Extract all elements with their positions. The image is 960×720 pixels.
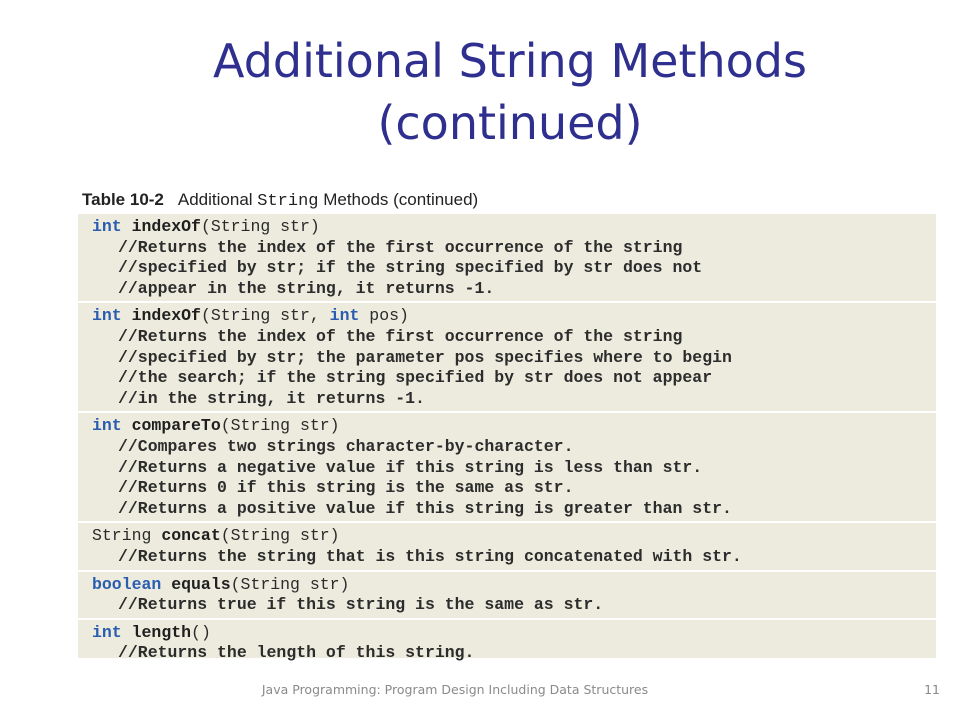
method-name: length [131,622,192,642]
method-name: concat [161,526,221,546]
method-comment-line: //Returns the index of the first occurrence of the string [118,326,683,346]
method-row-length [78,620,936,666]
method-row-concat [78,523,936,571]
param-type-keyword: int [329,306,360,326]
method-comment-line: //the search; if the string specified by str does not appear [118,368,713,388]
method-comment-line: //Compares two strings character-by-character. [118,436,574,456]
method-comment-line: //Returns the string that is this string concatenated with str. [118,546,742,566]
return-type: String [92,526,152,546]
method-comment-line: //specified by str; the parameter pos specifies where to begin [118,347,732,367]
method-row-compareto [78,413,936,523]
method-params: (String str) [200,217,320,236]
table-caption-label: Table 10-2 [82,190,164,209]
method-signature [92,623,936,644]
method-comment-line: //Returns a negative value if this string is less than str. [118,457,703,477]
method-name: compareTo [131,416,221,436]
method-comment-line: //in the string, it returns -1. [118,388,425,408]
method-params-end: pos) [359,306,409,326]
method-comment-line: //Returns a positive value if this string is greater than str. [118,498,732,518]
method-params: (String str) [220,526,340,546]
slide-title [110,30,910,154]
method-row-indexof [78,214,936,303]
table-caption [78,186,936,214]
return-type: int [92,416,122,436]
method-params: (String str) [220,416,340,436]
method-signature [92,217,936,238]
table-caption-prefix: Additional [177,190,258,209]
method-comment-line: //Returns the length of this string. [118,643,475,663]
slide-title-line-2: (continued) [377,96,643,150]
method-params-start: (String str, [200,306,330,326]
method-comment-line: //Returns true if this string is the same as str. [118,595,604,615]
method-comment-line: //Returns the index of the first occurrence of the string [118,237,683,257]
return-type: int [92,306,122,326]
method-row-indexof-pos [78,303,936,413]
method-comment-line: //appear in the string, it returns -1. [118,278,495,298]
return-type: int [92,217,122,236]
table-caption-class-name: String [257,192,319,211]
slide-title-line-1: Additional String Methods [213,34,807,88]
method-comment-line: //Returns 0 if this string is the same as str. [118,478,574,498]
method-name: equals [171,574,231,594]
slide-page-number: 11 [924,682,940,697]
return-type: boolean [92,574,162,594]
table-caption-suffix: Methods (continued) [318,190,479,209]
method-comment-line: //specified by str; if the string specified by str does not [118,258,703,278]
method-signature [92,526,936,547]
slide-footer: Java Programming: Program Design Including Data Structures [261,682,649,697]
method-signature [92,306,936,327]
method-signature [92,416,936,437]
method-params: (String str) [230,574,350,594]
method-row-equals [78,572,936,620]
method-name: indexOf [131,306,201,326]
return-type: int [92,622,122,642]
method-params: () [191,622,211,642]
string-methods-table [78,186,936,663]
method-signature [92,575,936,596]
method-name: indexOf [131,217,201,236]
